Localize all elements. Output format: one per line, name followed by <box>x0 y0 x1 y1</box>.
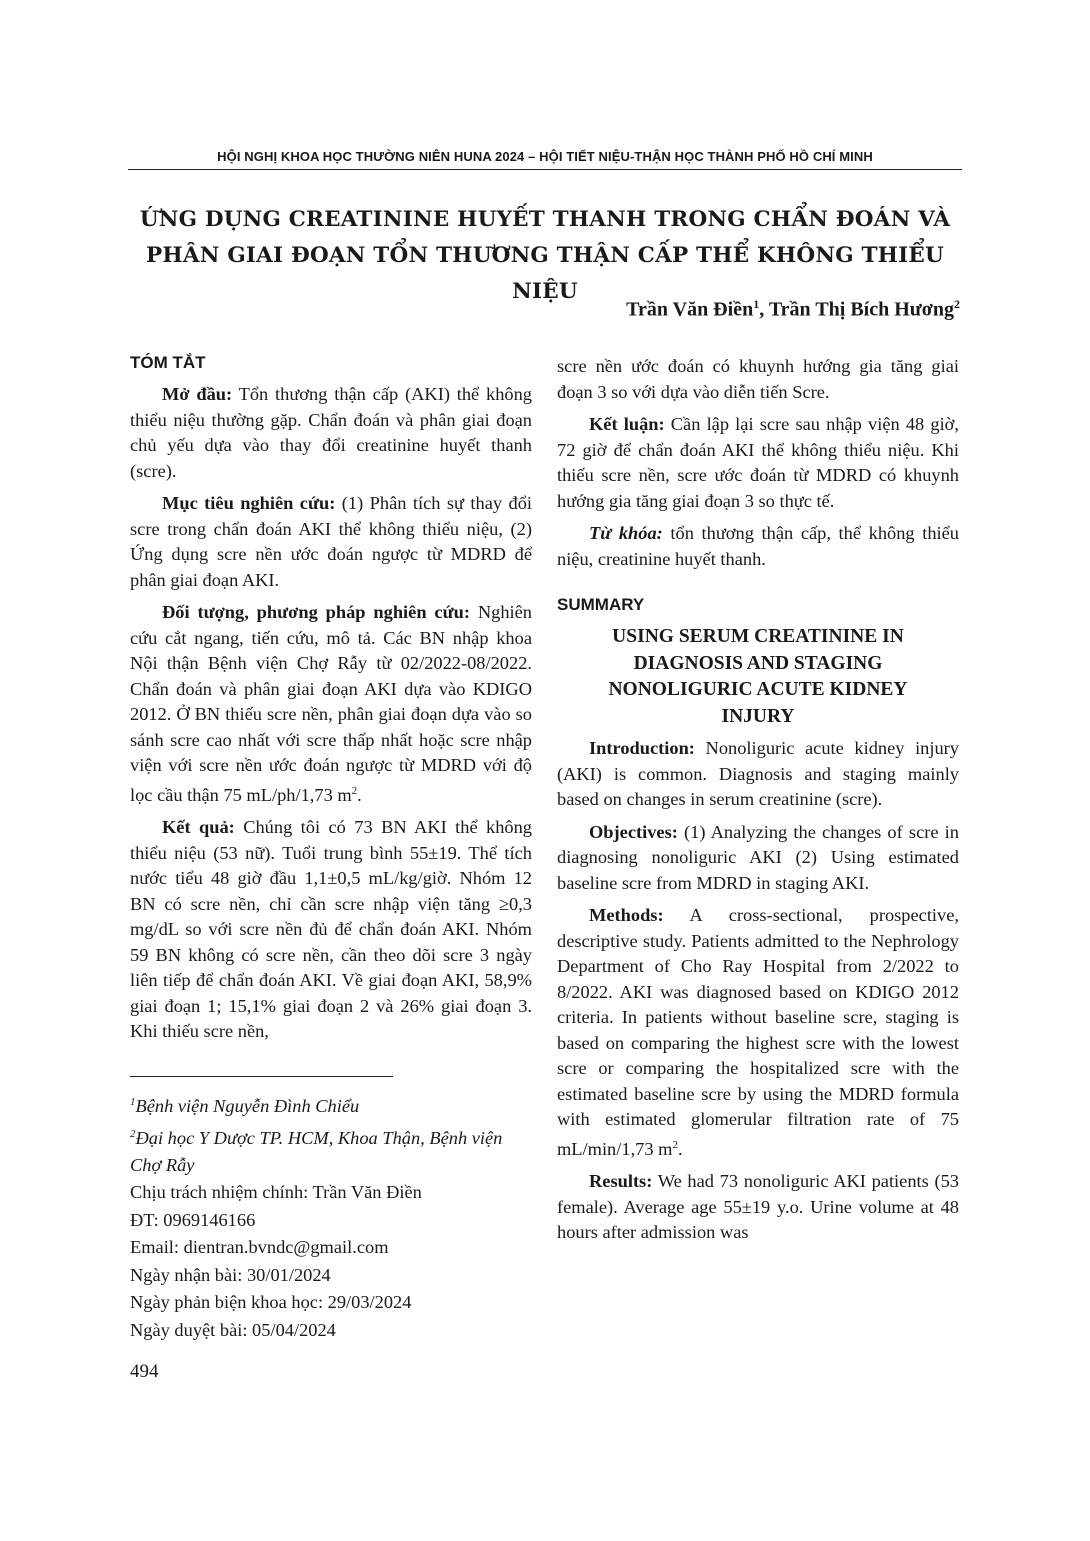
methods-text: Nghiên cứu cắt ngang, tiến cứu, mô tả. Các BN nhập khoa Nội thận Bệnh viện Chợ Rẫy từ 02/2022-08/2022. Chẩn đoán và phân giai đoạn AKI dựa vào KDIGO 2012. Ở BN thiếu scre nền, phân giai đoạn dựa vào so sánh scre cao nhất với scre thấp nhất hoặc scre nhập viện với scre nền ước đoán ngược từ MDRD với độ lọc cầu thận 75 mL/ph/1,73 m <box>130 602 532 805</box>
affiliation-1 <box>130 1089 532 1121</box>
summary-methods-label: Methods: <box>589 905 664 925</box>
objectives-label: Objectives: <box>589 821 678 842</box>
intro-text: Tổn thương thận cấp (AKI) thể không thiểu niệu thường gặp. Chẩn đoán và phân giai đoạn chủ yếu dựa vào thay đổi creatinine huyết thanh (scre). <box>130 384 532 481</box>
summary-methods-end: . <box>677 1138 683 1159</box>
author-2-affiliation: 2 <box>954 297 960 311</box>
author-1-affiliation: 1 <box>753 297 760 311</box>
methods-label: Đối tượng, phương pháp nghiên cứu: <box>162 602 470 622</box>
affiliation-2-number: 2 <box>130 1127 136 1140</box>
keywords-text: tổn thương thận cấp, thể không thiểu niệu, creatinine huyết thanh. <box>557 523 959 569</box>
conclusion-text: Cần lập lại scre sau nhập viện 48 giờ, 72 giờ để chẩn đoán AKI thể không thiểu niệu. Khi thiếu scre nền, scre ước đoán từ MDRD có khuynh hướng gia tăng giai đoạn 3 so thực tế. <box>557 414 960 511</box>
email: Email: dientran.bvndc@gmail.com <box>130 1237 389 1258</box>
abstract-keywords <box>557 521 959 572</box>
english-title-line-2: DIAGNOSIS AND STAGING <box>633 652 883 674</box>
received-date: Ngày nhận bài: 30/01/2024 <box>130 1264 331 1285</box>
abstract-methods <box>130 600 532 808</box>
results-continued: scre nền ước đoán có khuynh hướng gia tăng giai đoạn 3 so với dựa vào diễn tiến Scre. <box>557 356 959 402</box>
intro-label: Mở đầu: <box>162 384 233 404</box>
abstract-intro <box>130 382 532 484</box>
author-2: Trần Thị Bích Hương <box>768 298 954 321</box>
abstract-results <box>130 815 532 1045</box>
methods-end: . <box>357 784 362 805</box>
corresponding-author: Chịu trách nhiệm chính: Trần Văn Điền <box>130 1182 422 1203</box>
objective-text: (1) Phân tích sự thay đổi scre trong chẩn đoán AKI thể không thiểu niệu, (2) Ứng dụng scre nền ước đoán ngược từ MDRD để phân giai đoạn AKI. <box>130 493 532 590</box>
summary-methods-text: A cross-sectional, prospective, descriptive study. Patients admitted to the Nephrology Department of Cho Ray Hospital from 2/2022 to 8/2022. AKI was diagnosed based on KDIGO 2012 criteria. In patients without baseline scre, staging is based on comparing the highest scre with the lowest scre or comparing the hospitalized scre with the estimated baseline scre by using the MDRD formula with estimated glomerular filtration rate of 75 mL/min/1,73 m <box>557 905 959 1159</box>
title-line-1: ỨNG DỤNG CREATININE HUYẾT THANH TRONG CHẨN ĐOÁN VÀ <box>139 207 951 232</box>
summary-results <box>557 1169 959 1246</box>
english-title-line-3: NONOLIGURIC ACUTE KIDNEY <box>608 679 908 700</box>
reviewed-date: Ngày phản biện khoa học: 29/03/2024 <box>130 1292 412 1313</box>
objective-label: Mục tiêu nghiên cứu: <box>162 493 336 513</box>
accepted-date: Ngày duyệt bài: 05/04/2024 <box>130 1319 336 1340</box>
summary-results-text: We had 73 nonoliguric AKI patients (53 female). Average age 55±19 y.o. Urine volume at 48 hours after admission was <box>557 1171 959 1243</box>
left-column <box>130 352 532 1052</box>
article-title <box>128 202 962 310</box>
footnote-rule <box>130 1076 393 1077</box>
page-number: 494 <box>130 1361 159 1382</box>
author-separator: , <box>759 298 769 321</box>
summary-heading: SUMMARY <box>557 595 645 614</box>
summary-results-label: Results: <box>589 1171 653 1192</box>
summary-introduction <box>557 736 959 813</box>
introduction-text: Nonoliguric acute kidney injury (AKI) is common. Diagnosis and staging mainly based on changes in serum creatinine (scre). <box>557 738 959 809</box>
abstract-objective <box>130 491 532 593</box>
affiliation-2 <box>130 1121 532 1180</box>
results-label: Kết quả: <box>162 817 235 838</box>
keywords-label: Từ khóa: <box>589 523 663 543</box>
right-column <box>557 354 959 1253</box>
header-rule <box>128 169 962 170</box>
affiliation-2-text: Đại học Y Dược TP. HCM, Khoa Thận, Bệnh viện Chợ Rẫy <box>130 1127 503 1176</box>
conclusion-label: Kết luận: <box>589 414 665 434</box>
english-title <box>557 624 959 730</box>
english-title-line-1: USING SERUM CREATININE IN <box>612 626 904 647</box>
english-title-line-4: INJURY <box>721 705 795 727</box>
running-header: HỘI NGHỊ KHOA HỌC THƯỜNG NIÊN HUNA 2024 – HỘI TIẾT NIỆU-THẬN HỌC THÀNH PHỐ HỒ CHÍ MINH <box>217 149 873 164</box>
phone: ĐT: 0969146166 <box>130 1209 256 1230</box>
affiliation-1-number: 1 <box>130 1096 136 1108</box>
author-1: Trần Văn Điền <box>626 298 754 321</box>
abstract-conclusion <box>557 412 959 514</box>
abstract-heading: TÓM TẮT <box>130 353 206 372</box>
footnotes <box>130 1089 532 1344</box>
author-list <box>626 297 960 322</box>
objectives-text: (1) Analyzing the changes of scre in diagnosing nonoliguric AKI (2) Using estimated baseline scre from MDRD in staging AKI. <box>557 821 959 893</box>
summary-objectives <box>557 820 959 897</box>
summary-methods-superscript: 2 <box>672 1138 678 1151</box>
introduction-label: Introduction: <box>589 738 695 758</box>
affiliation-1-text: Bệnh viện Nguyễn Đình Chiểu <box>135 1096 360 1117</box>
results-text: Chúng tôi có 73 BN AKI thể không thiểu niệu (53 nữ). Tuổi trung bình 55±19. Thể tích nước tiểu 48 giờ đầu 1,1±0,5 mL/kg/giờ. Nhóm 12 BN có scre nền, chỉ cần scre nhập viện tăng ≥0,3 mg/dL so với scre nền đủ để chẩn đoán AKI. Nhóm 59 BN không có scre nền, cần theo dõi scre 3 ngày liên tiếp để chẩn đoán AKI. Về giai đoạn AKI, 58,9% giai đoạn 1; 15,1% giai đoạn 2 và 26% giai đoạn 3. Khi thiếu scre nền, <box>130 817 533 1042</box>
summary-methods <box>557 903 959 1162</box>
methods-superscript: 2 <box>351 784 358 797</box>
title-line-2: PHÂN GIAI ĐOẠN TỔN THƯƠNG THẬN CẤP THỂ KHÔNG THIỂU NIỆU <box>146 243 944 304</box>
